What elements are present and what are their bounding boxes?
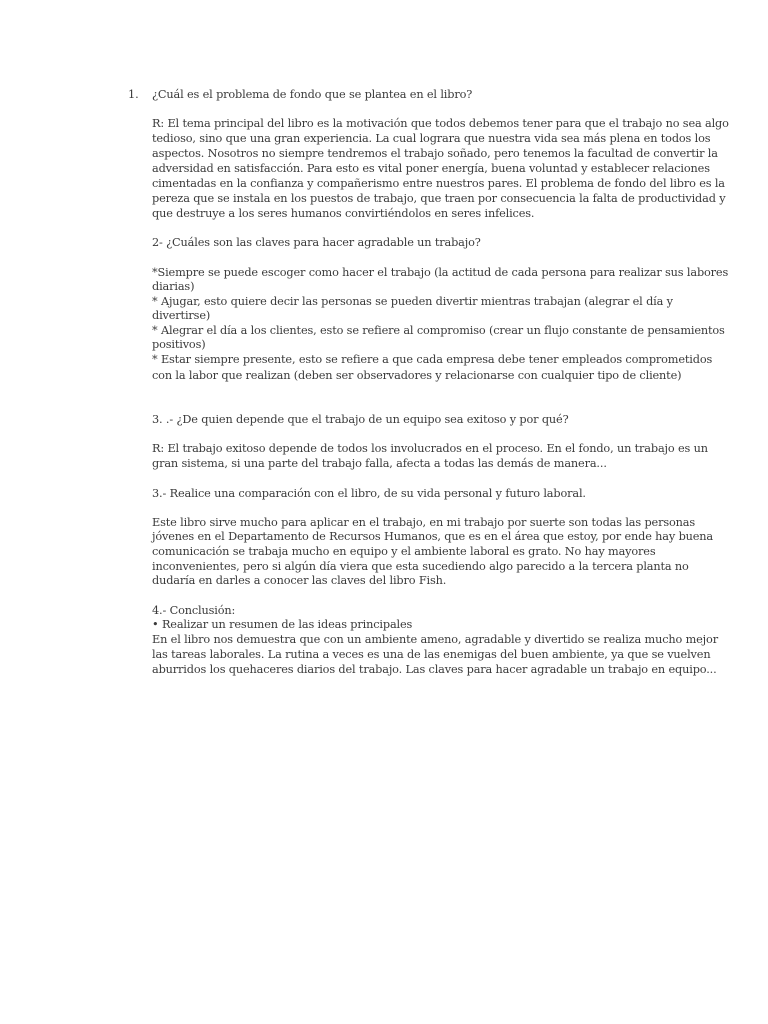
- q4-answer-line: inconvenientes, pero si algún día viera que esta sucediendo algo parecido a la tercera planta no: [152, 560, 689, 573]
- q1-answer-line: que destruye a los seres humanos convirtiéndolos en seres infelices.: [152, 207, 535, 220]
- q5-question: 4.- Conclusión:: [152, 604, 236, 617]
- q3-answer-line: gran sistema, si una parte del trabajo falla, afecta a todas las demás de manera...: [152, 457, 607, 470]
- q1-question: ¿Cuál es el problema de fondo que se plantea en el libro?: [152, 88, 473, 101]
- q5-answer-line: En el libro nos demuestra que con un ambiente ameno, agradable y divertido se realiza mucho mejor: [152, 633, 718, 646]
- q2-answer-line: divertirse): [152, 309, 211, 322]
- q4-answer-line: dudaría en darles a conocer las claves del libro Fish.: [152, 574, 447, 587]
- q2-answer-line: * Alegrar el día a los clientes, esto se refiere al compromiso (crear un flujo constante de pensamientos: [152, 324, 725, 337]
- q5-answer-line: • Realizar un resumen de las ideas principales: [152, 618, 413, 631]
- q1-answer-line: R: El tema principal del libro es la motivación que todos debemos tener para que el trabajo no sea algo: [152, 117, 729, 130]
- q4-answer-line: jóvenes en el Departamento de Recursos Humanos, que es en el área que estoy, por ende hay buena: [152, 530, 714, 543]
- q4-answer-line: comunicación se trabaja mucho en equipo y el ambiente laboral es grato. No hay mayores: [152, 545, 656, 558]
- q2-answer-line: *Siempre se puede escoger como hacer el trabajo (la actitud de cada persona para realizar sus labores: [152, 266, 729, 279]
- q5-answer-line: las tareas laborales. La rutina a veces es una de las enemigas del buen ambiente, ya que se vuelven: [152, 648, 711, 661]
- q1-answer-line: aspectos. Nosotros no siempre tendremos el trabajo soñado, pero tenemos la facultad de convertir la: [152, 147, 718, 160]
- q2-question: 2- ¿Cuáles son las claves para hacer agradable un trabajo?: [152, 236, 481, 249]
- q3-question: 3. .- ¿De quien depende que el trabajo de un equipo sea exitoso y por qué?: [152, 413, 569, 426]
- q2-answer-line: diarias): [152, 280, 195, 293]
- q4-question: 3.- Realice una comparación con el libro, de su vida personal y futuro laboral.: [152, 487, 586, 500]
- q1-answer-line: cimentadas en la confianza y compañerismo entre nuestros pares. El problema de fondo del libro es la: [152, 177, 725, 190]
- q1-number: 1.: [128, 88, 139, 101]
- q2-answer-line: con la labor que realizan (deben ser observadores y relacionarse con cualquier tipo de cliente): [152, 369, 682, 382]
- q1-answer-line: adversidad en satisfacción. Para esto es vital poner energía, buena voluntad y establecer relaciones: [152, 162, 710, 175]
- q3-answer-line: R: El trabajo exitoso depende de todos los involucrados en el proceso. En el fondo, un trabajo es un: [152, 442, 708, 455]
- q2-answer-line: positivos): [152, 338, 206, 351]
- q5-answer-line: aburridos los quehaceres diarios del trabajo. Las claves para hacer agradable un trabajo en equipo...: [152, 663, 717, 676]
- q2-answer-line: * Estar siempre presente, esto se refiere a que cada empresa debe tener empleados comprometidos: [152, 353, 713, 366]
- q1-answer-line: pereza que se instala en los puestos de trabajo, que traen por consecuencia la falta de productividad y: [152, 192, 726, 205]
- q1-answer-line: tedioso, sino que una gran experiencia. La cual lograra que nuestra vida sea más plena en todos los: [152, 132, 711, 145]
- q4-answer-line: Este libro sirve mucho para aplicar en el trabajo, en mi trabajo por suerte son todas las personas: [152, 516, 695, 529]
- q2-answer-line: * Ajugar, esto quiere decir las personas se pueden divertir mientras trabajan (alegrar el día y: [152, 295, 673, 308]
